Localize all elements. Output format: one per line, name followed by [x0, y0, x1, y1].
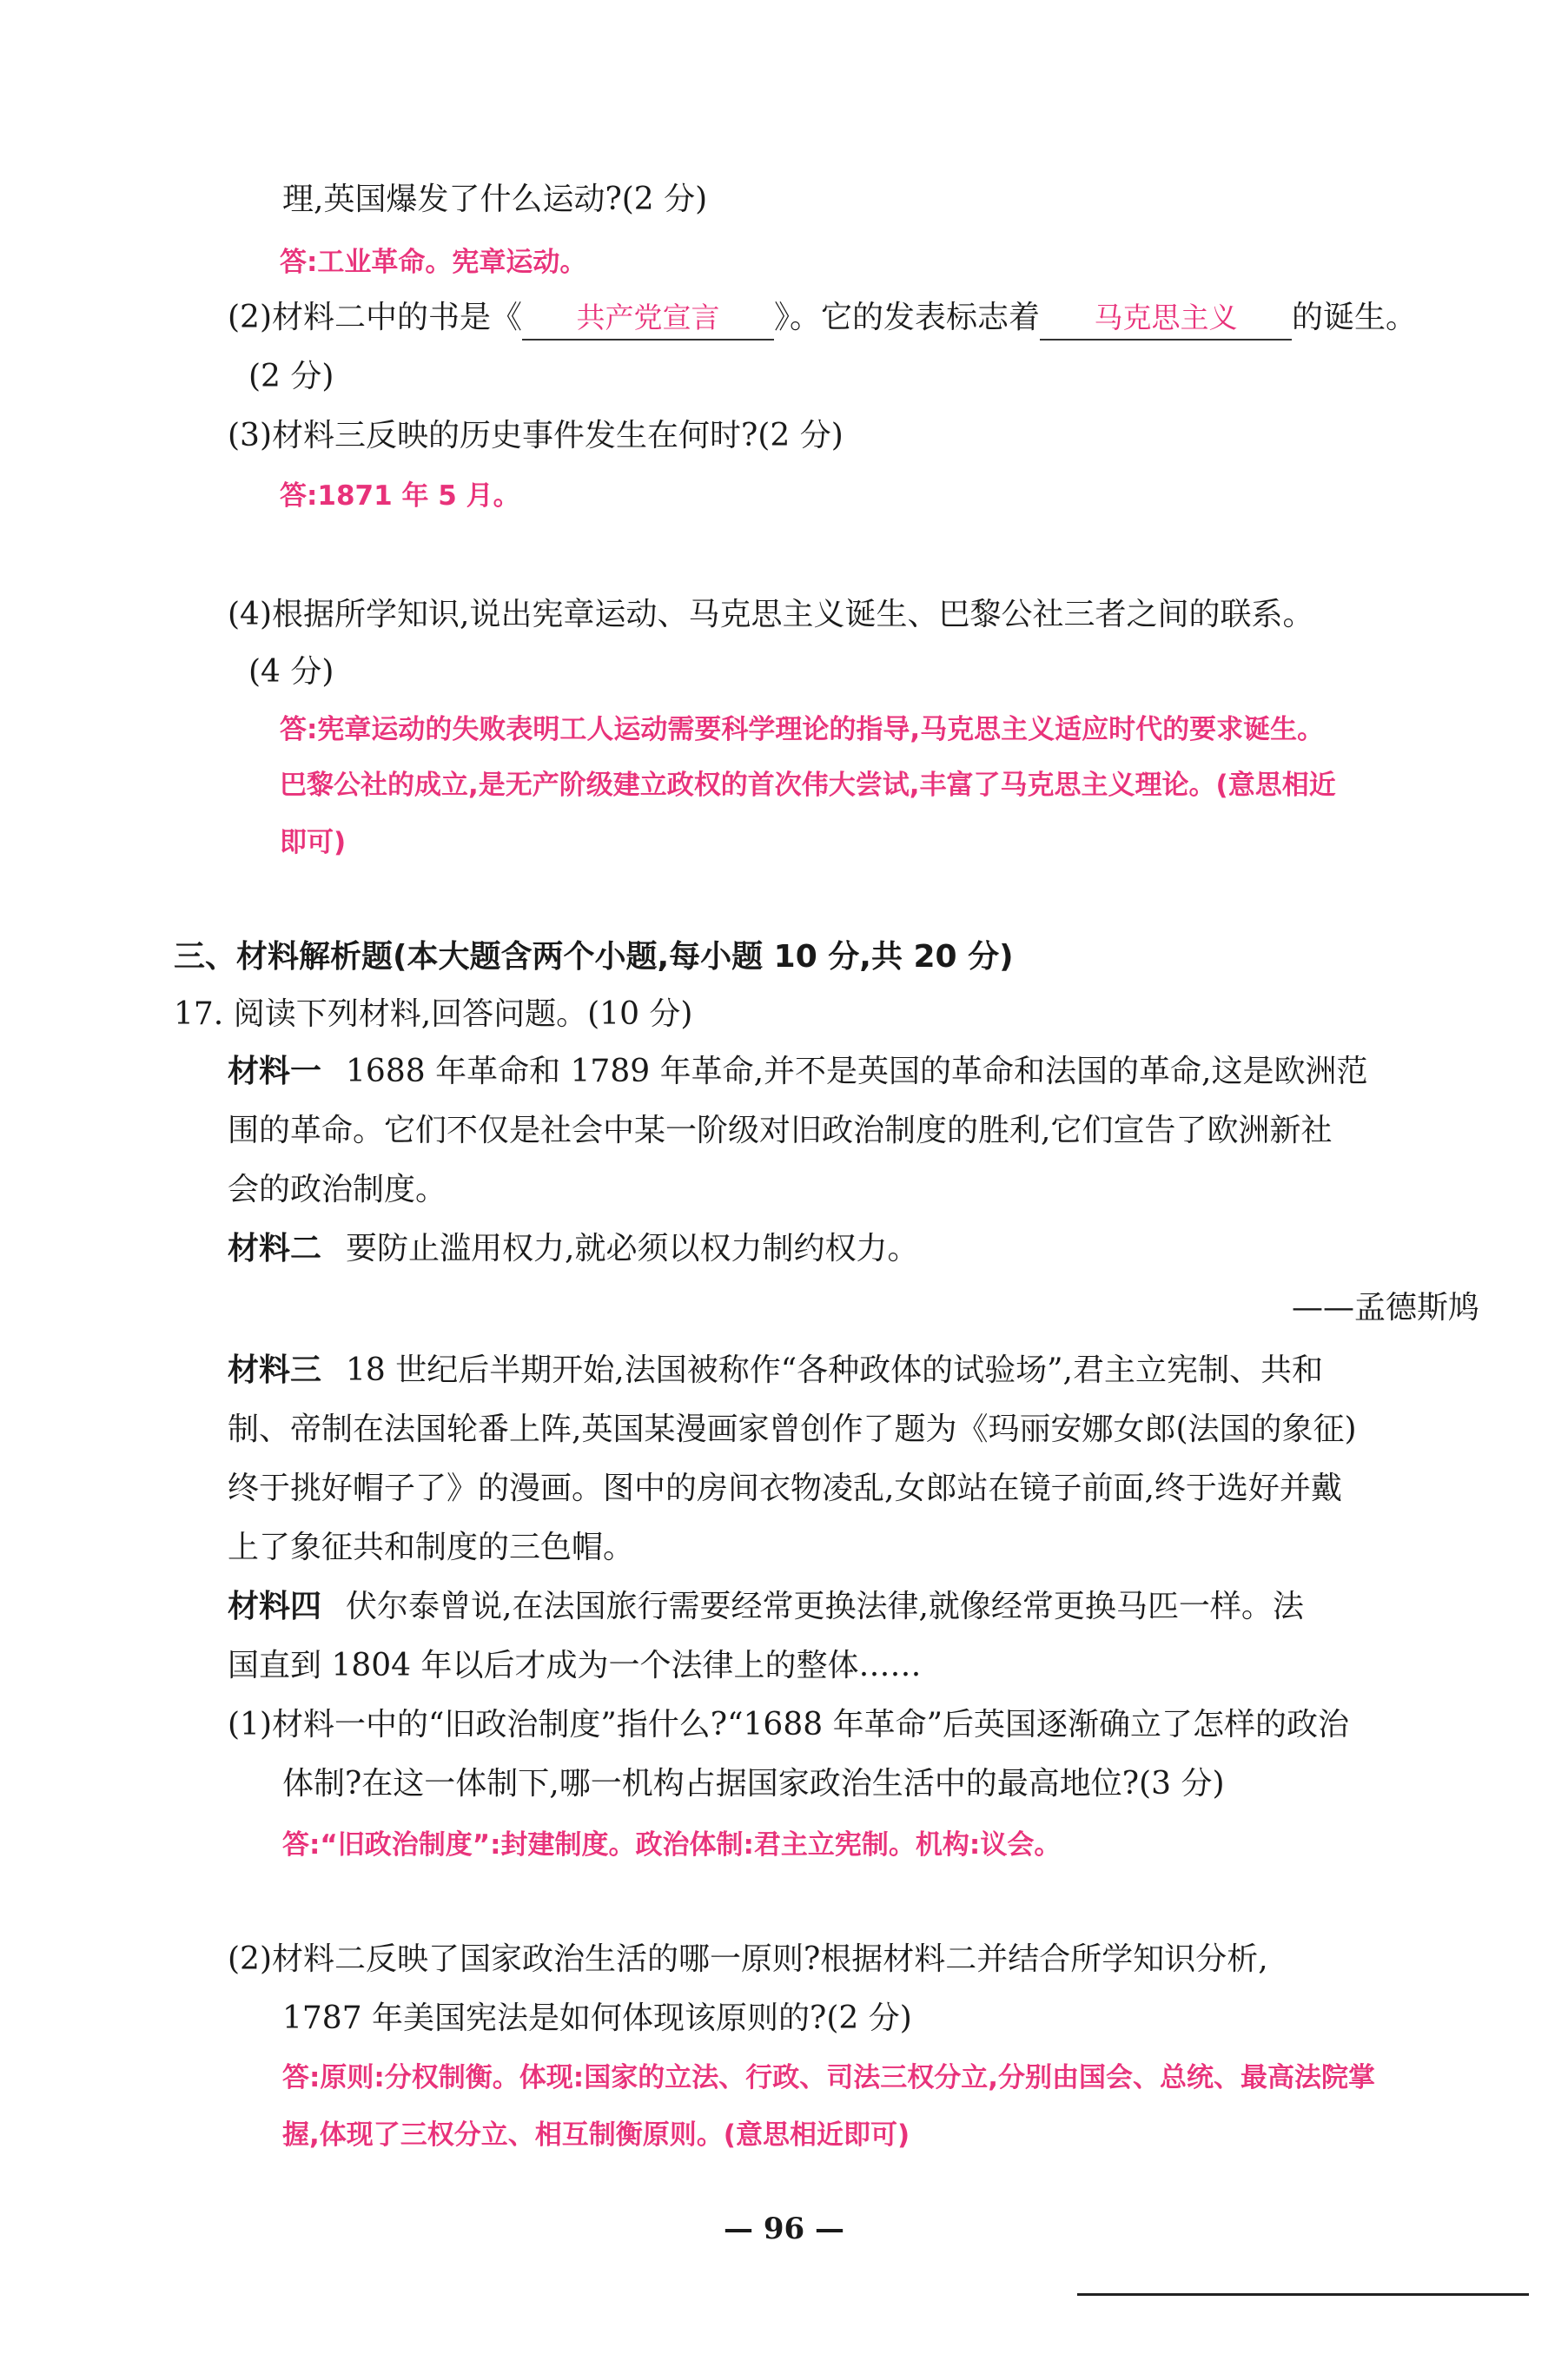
q17-part1-line1: (1)材料一中的“旧政治制度”指什么?“1688 年革命”后英国逐渐确立了怎样的政治	[228, 1707, 1349, 1742]
q17-material3-line1	[228, 1350, 1323, 1392]
q17-material2-line1	[228, 1228, 918, 1270]
q17-part1-line2: 体制?在这一体制下,哪一机构占据国家政治生活中的最高地位?(3 分)	[282, 1766, 1225, 1802]
q16-part2-prefix: (2)材料二中的书是《	[228, 300, 522, 335]
q16-part1-tail: 理,英国爆发了什么运动?(2 分)	[282, 182, 708, 217]
q16-blank-ideology: 马克思主义	[1040, 297, 1292, 341]
q17-stem: 17. 阅读下列材料,回答问题。(10 分)	[174, 996, 693, 1032]
footer-rule	[1077, 2293, 1529, 2296]
material4-label: 材料四	[228, 1589, 322, 1624]
q16-answer-4-line1: 答:宪章运动的失败表明工人运动需要科学理论的指导,马克思主义适应时代的要求诞生。	[280, 714, 1325, 745]
page-number: — 96 —	[724, 2212, 844, 2246]
material2-text: 要防止滥用权力,就必须以权力制约权力。	[346, 1231, 919, 1266]
material1-text: 1688 年革命和 1789 年革命,并不是英国的革命和法国的革命,这是欧洲范	[346, 1054, 1368, 1089]
q17-material1-line1	[228, 1051, 1367, 1093]
q16-part2-score: (2 分)	[248, 359, 334, 394]
q16-part2-middle: 》。它的发表标志着	[774, 300, 1041, 335]
material3-text: 18 世纪后半期开始,法国被称作“各种政体的试验场”,君主立宪制、共和	[346, 1352, 1323, 1388]
q16-part4: (4)根据所学知识,说出宪章运动、马克思主义诞生、巴黎公社三者之间的联系。	[228, 597, 1314, 632]
material2-label: 材料二	[228, 1231, 322, 1266]
q17-material3-line4: 上了象征共和制度的三色帽。	[228, 1530, 635, 1565]
q16-part4-score: (4 分)	[248, 654, 334, 690]
q17-material4-line1	[228, 1586, 1304, 1628]
q16-answer-4-line2: 巴黎公社的成立,是无产阶级建立政权的首次伟大尝试,丰富了马克思主义理论。(意思相近	[280, 770, 1336, 801]
q17-material3-line3: 终于挑好帽子了》的漫画。图中的房间衣物凌乱,女郎站在镜子前面,终于选好并戴	[228, 1471, 1342, 1506]
material3-label: 材料三	[228, 1352, 322, 1388]
section3-title: 三、材料解析题(本大题含两个小题,每小题 10 分,共 20 分)	[174, 939, 1014, 975]
q16-part2	[228, 297, 1417, 341]
q16-answer-4-line3: 即可)	[280, 827, 347, 858]
material4-text: 伏尔泰曾说,在法国旅行需要经常更换法律,就像经常更换马匹一样。法	[346, 1589, 1304, 1624]
q17-material3-line2: 制、帝制在法国轮番上阵,英国某漫画家曾创作了题为《玛丽安娜女郎(法国的象征)	[228, 1412, 1357, 1447]
q17-answer-1: 答:“旧政治制度”:封建制度。政治体制:君主立宪制。机构:议会。	[282, 1829, 1062, 1861]
q16-answer-1: 答:工业革命。宪章运动。	[280, 247, 587, 278]
material2-author: ——孟德斯鸠	[1291, 1290, 1479, 1326]
material1-label: 材料一	[228, 1054, 322, 1089]
q16-part3: (3)材料三反映的历史事件发生在何时?(2 分)	[228, 418, 844, 453]
q17-part2-line1: (2)材料二反映了国家政治生活的哪一原则?根据材料二并结合所学知识分析,	[228, 1941, 1268, 1977]
q16-blank-book: 共产党宣言	[522, 297, 774, 341]
q17-material1-line2: 围的革命。它们不仅是社会中某一阶级对旧政治制度的胜利,它们宣告了欧洲新社	[228, 1113, 1333, 1148]
q17-material4-line2: 国直到 1804 年以后才成为一个法律上的整体……	[228, 1648, 922, 1683]
q16-answer-3: 答:1871 年 5 月。	[280, 480, 520, 512]
q17-answer-2-line1: 答:原则:分权制衡。体现:国家的立法、行政、司法三权分立,分别由国会、总统、最高法院掌	[282, 2062, 1375, 2093]
q17-part2-line2: 1787 年美国宪法是如何体现该原则的?(2 分)	[282, 2000, 912, 2036]
q16-part2-suffix: 的诞生。	[1292, 300, 1418, 335]
q17-material1-line3: 会的政治制度。	[228, 1172, 447, 1207]
q17-answer-2-line2: 握,体现了三权分立、相互制衡原则。(意思相近即可)	[282, 2119, 910, 2151]
